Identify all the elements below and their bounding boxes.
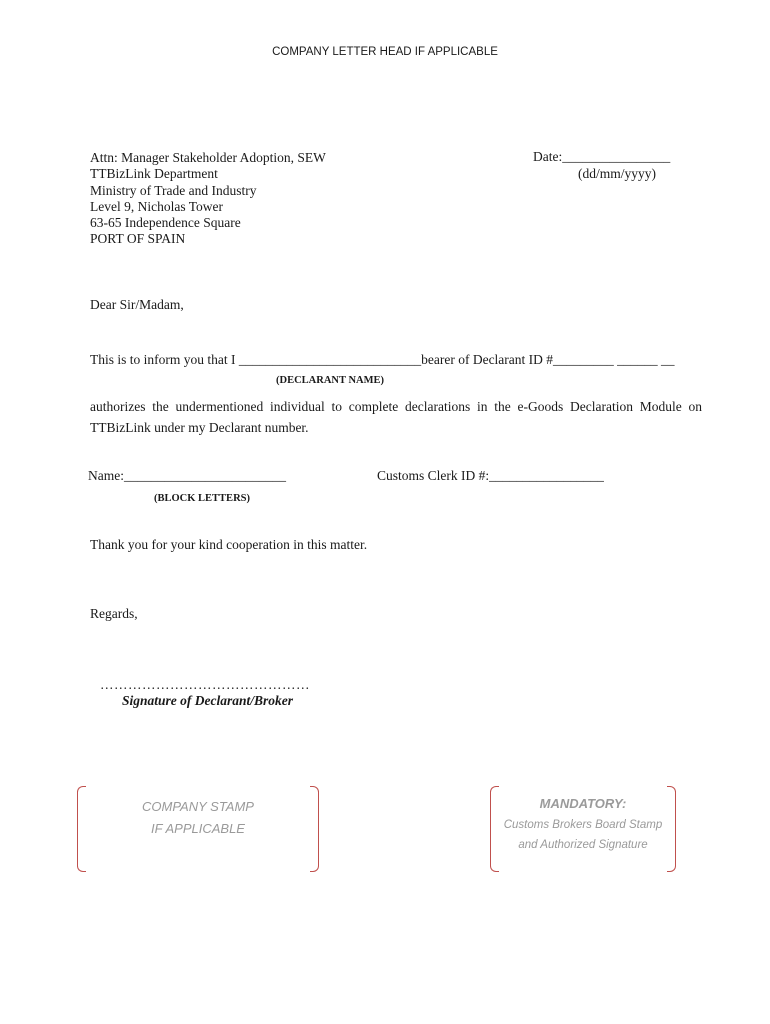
stamp-bracket-left xyxy=(77,786,86,872)
address-line: 63-65 Independence Square xyxy=(90,215,241,231)
company-stamp-line: IF APPLICABLE xyxy=(151,821,245,836)
mandatory-stamp-label xyxy=(494,795,672,855)
block-letters-caption: (BLOCK LETTERS) xyxy=(154,493,250,504)
mandatory-line: Customs Brokers Board Stamp xyxy=(503,819,663,831)
closing-regards: Regards, xyxy=(90,606,138,621)
signature-caption: Signature of Declarant/Broker xyxy=(122,693,294,708)
mandatory-title: MANDATORY: xyxy=(539,796,627,811)
date-field[interactable]: Date:________________ xyxy=(533,149,671,164)
address-line: Ministry of Trade and Industry xyxy=(90,182,257,198)
name-field[interactable]: Name:________________________ xyxy=(88,468,286,483)
stamp-bracket-right xyxy=(310,786,319,872)
mandatory-line: and Authorized Signature xyxy=(518,839,648,851)
recipient-address xyxy=(90,150,326,248)
address-line: Attn: Manager Stakeholder Adoption, SEW xyxy=(90,150,326,165)
thanks-line: Thank you for your kind cooperation in this matter. xyxy=(90,537,368,552)
address-line: TTBizLink Department xyxy=(90,166,218,182)
declarant-inform-line[interactable]: This is to inform you that I ___________________________bearer of Declarant ID #_________ ______ __ xyxy=(90,352,675,367)
declarant-name-caption: (DECLARANT NAME) xyxy=(276,375,385,386)
address-line: PORT OF SPAIN xyxy=(90,231,186,247)
letterhead-placeholder: COMPANY LETTER HEAD IF APPLICABLE xyxy=(272,46,498,58)
company-stamp-line: COMPANY STAMP xyxy=(142,799,254,814)
authorization-paragraph: authorizes the undermentioned individual to complete declarations in the e-Goods Declaration Module on TTBizLink under my Declarant number. xyxy=(90,399,702,435)
salutation: Dear Sir/Madam, xyxy=(90,297,184,312)
customs-clerk-id-field[interactable]: Customs Clerk ID #:_________________ xyxy=(377,468,604,483)
signature-line[interactable]: ……………………………………… xyxy=(100,677,310,692)
date-format-hint: (dd/mm/yyyy) xyxy=(578,166,656,181)
company-stamp-label xyxy=(90,796,306,840)
address-line: Level 9, Nicholas Tower xyxy=(90,198,224,214)
